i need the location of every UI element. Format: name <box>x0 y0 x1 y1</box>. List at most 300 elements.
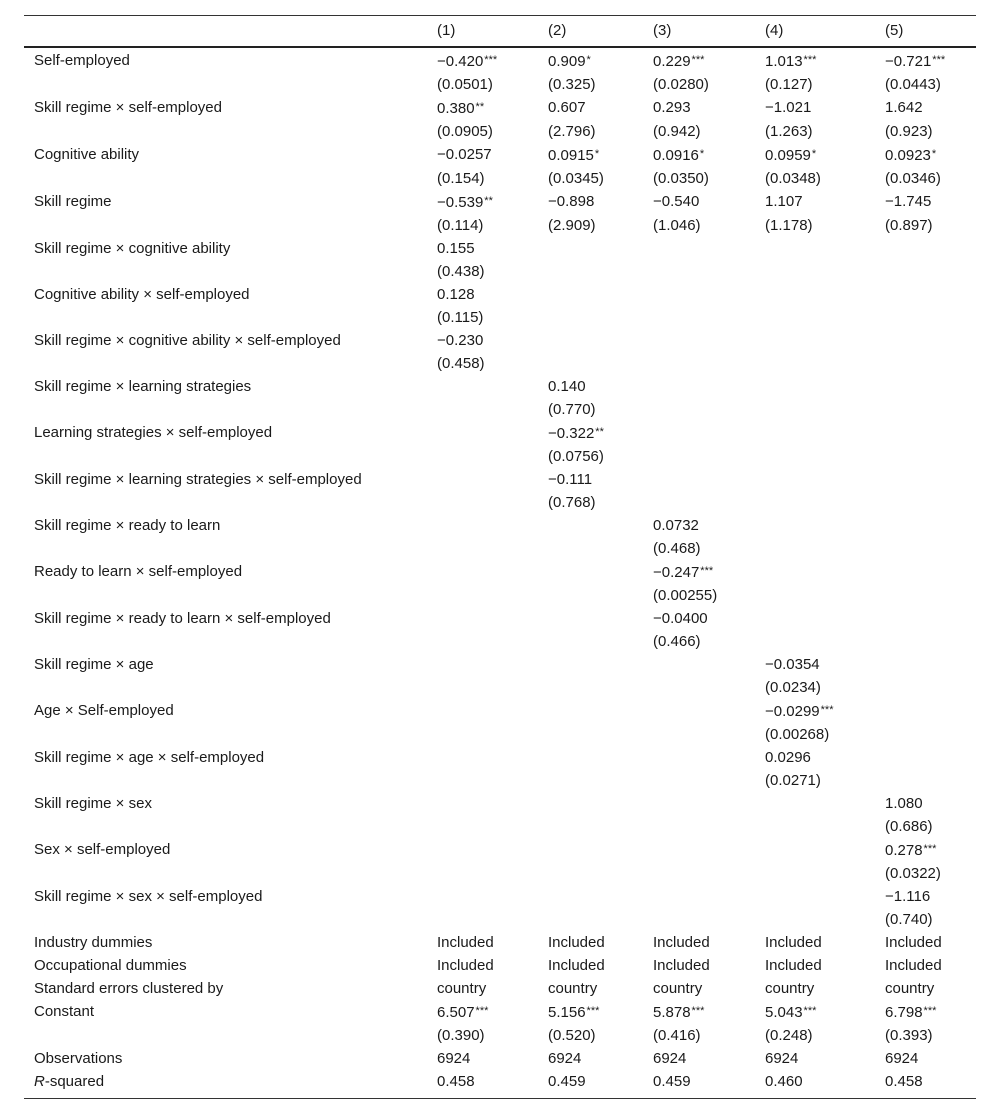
coefficient-value: 0.229 <box>653 52 691 70</box>
se-cell <box>653 908 765 931</box>
se-cell <box>548 260 653 283</box>
standard-error-value: (0.468) <box>653 539 701 557</box>
coefficient-value: 5.878 <box>653 1003 691 1021</box>
row-label-spacer <box>24 537 437 560</box>
variable-coef-row <box>24 47 976 73</box>
coef-cell <box>885 329 976 352</box>
row-label-spacer <box>24 167 437 190</box>
variable-coef-row <box>24 607 976 630</box>
variable-coef-row <box>24 560 976 584</box>
footer-label: Occupational dummies <box>34 956 187 974</box>
standard-error-value: (0.740) <box>885 910 933 928</box>
se-cell <box>437 1024 548 1047</box>
standard-error-value: (0.154) <box>437 169 485 187</box>
coef-cell <box>885 746 976 769</box>
se-cell <box>885 769 976 792</box>
se-cell <box>885 73 976 96</box>
observations-value: 6924 <box>653 1049 687 1067</box>
se-cell <box>885 352 976 375</box>
se-cell <box>885 815 976 838</box>
se-cell <box>437 630 548 653</box>
coef-cell <box>437 607 548 630</box>
coef-cell <box>437 514 548 537</box>
row-label: Cognitive ability <box>34 145 140 163</box>
coefficient-value: 1.642 <box>885 98 923 116</box>
se-cell <box>548 73 653 96</box>
variable-coef-row <box>24 653 976 676</box>
coefficient-value: 5.156 <box>548 1003 586 1021</box>
coef-cell <box>653 699 765 723</box>
coef-cell <box>765 143 885 167</box>
se-cell <box>765 584 885 607</box>
header-col-2: (2) <box>548 16 653 47</box>
coef-cell <box>548 468 653 491</box>
coefficient-value: −0.247 <box>653 563 700 581</box>
header-label-cell <box>24 16 437 47</box>
row-label-spacer <box>24 398 437 421</box>
variable-se-row <box>24 260 976 283</box>
coefficient-value: 1.080 <box>885 794 923 812</box>
variable-coef-row <box>24 421 976 445</box>
coef-cell <box>653 143 765 167</box>
standard-error-value: (0.0905) <box>437 122 493 140</box>
footer-row <box>24 977 976 1000</box>
standard-error-value: (0.0345) <box>548 169 604 187</box>
coefficient-value: −0.111 <box>548 470 593 488</box>
se-cell <box>548 630 653 653</box>
footer-value: country <box>885 979 935 997</box>
coef-cell <box>765 47 885 73</box>
se-cell <box>653 214 765 237</box>
variable-se-row <box>24 398 976 421</box>
coef-cell <box>885 96 976 120</box>
standard-error-value: (0.00268) <box>765 725 830 743</box>
se-cell <box>765 676 885 699</box>
coef-cell <box>437 746 548 769</box>
observations-value: 6924 <box>437 1049 471 1067</box>
coefficient-value: 0.293 <box>653 98 691 116</box>
coefficient-value: 0.128 <box>437 285 475 303</box>
coefficient-value: −0.540 <box>653 192 700 210</box>
footer-value: Included <box>653 956 710 974</box>
coef-cell <box>885 1000 976 1024</box>
variable-se-row <box>24 723 976 746</box>
coefficient-value: 6.798 <box>885 1003 923 1021</box>
row-label: Skill regime × cognitive ability × self-employed <box>34 331 341 349</box>
coef-cell <box>885 375 976 398</box>
coef-cell <box>653 885 765 908</box>
footer-row <box>24 954 976 977</box>
significance-stars: * <box>699 147 705 160</box>
rsquared-value: 0.459 <box>653 1070 765 1099</box>
standard-error-value: (2.909) <box>548 216 596 234</box>
standard-error-value: (0.0346) <box>885 169 941 187</box>
se-cell <box>765 723 885 746</box>
se-cell <box>548 584 653 607</box>
se-cell <box>765 260 885 283</box>
se-cell <box>653 352 765 375</box>
coef-cell <box>885 47 976 73</box>
se-cell <box>765 491 885 514</box>
footer-row <box>24 931 976 954</box>
row-label: Skill regime <box>34 192 112 210</box>
footer-value: Included <box>653 933 710 951</box>
footer-value: country <box>437 979 487 997</box>
se-cell <box>548 908 653 931</box>
coef-cell <box>548 143 653 167</box>
rsquared-label <box>24 1070 437 1099</box>
standard-error-value: (1.263) <box>765 122 813 140</box>
row-label-spacer <box>24 584 437 607</box>
coef-cell <box>765 792 885 815</box>
se-cell <box>548 537 653 560</box>
coef-cell <box>653 329 765 352</box>
coef-cell <box>653 746 765 769</box>
row-label-spacer <box>24 352 437 375</box>
row-label: Cognitive ability × self-employed <box>34 285 250 303</box>
coef-cell <box>653 514 765 537</box>
variable-se-row <box>24 306 976 329</box>
se-cell <box>548 769 653 792</box>
footer-value: Included <box>548 956 605 974</box>
coefficient-value: −0.898 <box>548 192 595 210</box>
se-cell <box>437 214 548 237</box>
row-label-spacer <box>24 1024 437 1047</box>
se-cell <box>653 445 765 468</box>
coef-cell <box>437 653 548 676</box>
footer-label: Standard errors clustered by <box>34 979 224 997</box>
coef-cell <box>548 190 653 214</box>
coef-cell <box>765 190 885 214</box>
row-label-spacer <box>24 815 437 838</box>
standard-error-value: (0.768) <box>548 493 596 511</box>
standard-error-value: (0.127) <box>765 75 813 93</box>
significance-stars: * <box>811 147 817 160</box>
se-cell <box>437 491 548 514</box>
rsquared-value: 0.460 <box>765 1070 885 1099</box>
variable-coef-row <box>24 468 976 491</box>
standard-error-value: (0.686) <box>885 817 933 835</box>
significance-stars: ** <box>595 425 604 438</box>
header-row <box>24 16 976 47</box>
row-label: Skill regime × self-employed <box>34 98 222 116</box>
significance-stars: *** <box>803 1004 817 1017</box>
regression-table-container <box>24 15 976 1099</box>
se-cell <box>765 73 885 96</box>
se-cell <box>653 167 765 190</box>
coefficient-value: −1.116 <box>885 887 931 905</box>
coef-cell <box>548 47 653 73</box>
row-label: Sex × self-employed <box>34 840 171 858</box>
standard-error-value: (0.466) <box>653 632 701 650</box>
row-label-spacer <box>24 862 437 885</box>
row-label-spacer <box>24 676 437 699</box>
standard-error-value: (0.325) <box>548 75 596 93</box>
se-cell <box>765 630 885 653</box>
coef-cell <box>437 375 548 398</box>
se-cell <box>765 815 885 838</box>
coef-cell <box>437 237 548 260</box>
se-cell <box>548 214 653 237</box>
coef-cell <box>765 329 885 352</box>
significance-stars: *** <box>586 1004 600 1017</box>
standard-error-value: (0.0350) <box>653 169 709 187</box>
se-cell <box>437 537 548 560</box>
variable-se-row <box>24 862 976 885</box>
variable-se-row <box>24 584 976 607</box>
coef-cell <box>437 96 548 120</box>
variable-coef-row <box>24 143 976 167</box>
se-cell <box>765 445 885 468</box>
standard-error-value: (0.0501) <box>437 75 493 93</box>
coef-cell <box>437 792 548 815</box>
se-cell <box>437 862 548 885</box>
coef-cell <box>765 96 885 120</box>
coef-cell <box>653 653 765 676</box>
coef-cell <box>437 143 548 167</box>
standard-error-value: (1.178) <box>765 216 813 234</box>
se-cell <box>765 537 885 560</box>
se-cell <box>437 908 548 931</box>
variable-se-row <box>24 73 976 96</box>
se-cell <box>548 1024 653 1047</box>
coef-cell <box>437 47 548 73</box>
row-label-spacer <box>24 120 437 143</box>
se-cell <box>885 260 976 283</box>
significance-stars: ** <box>475 100 485 113</box>
footer-value: country <box>765 979 815 997</box>
row-label: Ready to learn × self-employed <box>34 562 243 580</box>
coefficient-value: −0.0257 <box>437 145 492 163</box>
variable-se-row <box>24 815 976 838</box>
variable-coef-row <box>24 283 976 306</box>
standard-error-value: (0.0271) <box>765 771 821 789</box>
standard-error-value: (2.796) <box>548 122 596 140</box>
coefficient-value: 0.0959 <box>765 146 811 164</box>
variable-coef-row <box>24 96 976 120</box>
significance-stars: * <box>594 147 600 160</box>
se-cell <box>653 769 765 792</box>
se-cell <box>437 815 548 838</box>
coef-cell <box>765 514 885 537</box>
coefficient-value: 0.0923 <box>885 146 931 164</box>
se-cell <box>885 676 976 699</box>
standard-error-value: (0.942) <box>653 122 701 140</box>
se-cell <box>653 676 765 699</box>
se-cell <box>653 120 765 143</box>
se-cell <box>653 537 765 560</box>
se-cell <box>885 1024 976 1047</box>
variable-se-row <box>24 167 976 190</box>
se-cell <box>765 352 885 375</box>
se-cell <box>885 445 976 468</box>
coef-cell <box>653 1000 765 1024</box>
coefficient-value: 5.043 <box>765 1003 803 1021</box>
se-cell <box>653 491 765 514</box>
standard-error-value: (0.0348) <box>765 169 821 187</box>
coef-cell <box>437 1000 548 1024</box>
se-cell <box>437 120 548 143</box>
standard-error-value: (0.393) <box>885 1026 933 1044</box>
variable-se-row <box>24 537 976 560</box>
se-cell <box>548 491 653 514</box>
row-label-spacer <box>24 260 437 283</box>
se-cell <box>653 1024 765 1047</box>
se-cell <box>548 676 653 699</box>
coef-cell <box>653 421 765 445</box>
footer-value: Included <box>437 956 494 974</box>
coef-cell <box>653 468 765 491</box>
row-label: Learning strategies × self-employed <box>34 423 273 441</box>
coef-cell <box>765 746 885 769</box>
coef-cell <box>437 283 548 306</box>
row-label-spacer <box>24 723 437 746</box>
coef-cell <box>885 143 976 167</box>
coef-cell <box>885 560 976 584</box>
coef-cell <box>765 468 885 491</box>
row-label: Self-employed <box>34 51 130 69</box>
standard-error-value: (0.114) <box>437 216 484 234</box>
coef-cell <box>765 607 885 630</box>
standard-error-value: (1.046) <box>653 216 701 234</box>
coef-cell <box>765 283 885 306</box>
se-cell <box>885 398 976 421</box>
rsquared-value: 0.458 <box>437 1070 548 1099</box>
row-label-spacer <box>24 214 437 237</box>
coef-cell <box>548 96 653 120</box>
coef-cell <box>885 468 976 491</box>
row-label: Skill regime × age <box>34 655 154 673</box>
se-cell <box>437 676 548 699</box>
variable-se-row <box>24 445 976 468</box>
coef-cell <box>548 329 653 352</box>
se-cell <box>885 306 976 329</box>
table-header <box>24 16 976 47</box>
coef-cell <box>885 283 976 306</box>
coef-cell <box>437 421 548 445</box>
coef-cell <box>548 607 653 630</box>
se-cell <box>437 398 548 421</box>
se-cell <box>765 862 885 885</box>
se-cell <box>653 306 765 329</box>
coefficient-value: −1.021 <box>765 98 812 116</box>
variable-se-row <box>24 120 976 143</box>
coef-cell <box>765 699 885 723</box>
footer-value: country <box>653 979 703 997</box>
coefficient-value: 0.278 <box>885 841 923 859</box>
variable-se-row <box>24 769 976 792</box>
row-label-spacer <box>24 73 437 96</box>
coef-cell <box>653 838 765 862</box>
coef-cell <box>885 514 976 537</box>
se-cell <box>765 769 885 792</box>
coef-cell <box>885 885 976 908</box>
standard-error-value: (0.416) <box>653 1026 701 1044</box>
standard-error-value: (0.00255) <box>653 586 718 604</box>
se-cell <box>885 167 976 190</box>
standard-error-value: (0.520) <box>548 1026 596 1044</box>
coef-cell <box>653 283 765 306</box>
coefficient-value: −0.420 <box>437 52 484 70</box>
significance-stars: * <box>931 147 937 160</box>
significance-stars: *** <box>484 53 498 66</box>
coef-cell <box>885 792 976 815</box>
row-label: Age × Self-employed <box>34 701 174 719</box>
coefficient-value: 0.0296 <box>765 748 811 766</box>
se-cell <box>653 398 765 421</box>
coefficient-value: 1.013 <box>765 52 803 70</box>
variable-se-row <box>24 676 976 699</box>
se-cell <box>437 73 548 96</box>
coef-cell <box>437 329 548 352</box>
row-label: Skill regime × learning strategies × self-employed <box>34 470 362 488</box>
observations-value: 6924 <box>548 1049 582 1067</box>
coefficient-value: 0.0916 <box>653 146 699 164</box>
row-label-spacer <box>24 445 437 468</box>
footer-value: Included <box>765 956 822 974</box>
observations-value: 6924 <box>885 1049 919 1067</box>
header-col-5: (5) <box>885 16 976 47</box>
standard-error-value: (0.458) <box>437 354 485 372</box>
se-cell <box>885 120 976 143</box>
se-cell <box>548 862 653 885</box>
variable-coef-row <box>24 514 976 537</box>
table-body <box>24 47 976 1099</box>
se-cell <box>653 260 765 283</box>
coef-cell <box>653 190 765 214</box>
se-cell <box>437 584 548 607</box>
standard-error-value: (0.0234) <box>765 678 821 696</box>
coefficient-value: 0.140 <box>548 377 586 395</box>
variable-coef-row <box>24 190 976 214</box>
coefficient-value: 0.0915 <box>548 146 594 164</box>
coef-cell <box>653 375 765 398</box>
coefficient-value: −1.745 <box>885 192 932 210</box>
coef-cell <box>548 514 653 537</box>
se-cell <box>653 584 765 607</box>
coef-cell <box>765 653 885 676</box>
rsquared-value: 0.459 <box>548 1070 653 1099</box>
standard-error-value: (0.248) <box>765 1026 813 1044</box>
variable-coef-row <box>24 699 976 723</box>
se-cell <box>765 908 885 931</box>
coefficient-value: 6.507 <box>437 1003 475 1021</box>
coef-cell <box>437 190 548 214</box>
coefficient-value: −0.539 <box>437 193 484 211</box>
rsquared-value: 0.458 <box>885 1070 976 1099</box>
se-cell <box>548 445 653 468</box>
footer-value: Included <box>437 933 494 951</box>
rsquared-label-italic: R <box>34 1072 45 1090</box>
regression-table <box>24 15 976 1099</box>
significance-stars: *** <box>923 842 937 855</box>
significance-stars: *** <box>691 1004 705 1017</box>
coef-cell <box>653 237 765 260</box>
significance-stars: *** <box>932 53 946 66</box>
standard-error-value: (0.0322) <box>885 864 941 882</box>
coef-cell <box>765 375 885 398</box>
footer-value: Included <box>765 933 822 951</box>
variable-se-row <box>24 491 976 514</box>
variable-coef-row <box>24 329 976 352</box>
se-cell <box>437 306 548 329</box>
row-label-spacer <box>24 908 437 931</box>
standard-error-value: (0.438) <box>437 262 485 280</box>
coef-cell <box>437 699 548 723</box>
constant-se-row <box>24 1024 976 1047</box>
se-cell <box>653 723 765 746</box>
coefficient-value: −0.0299 <box>765 702 820 720</box>
